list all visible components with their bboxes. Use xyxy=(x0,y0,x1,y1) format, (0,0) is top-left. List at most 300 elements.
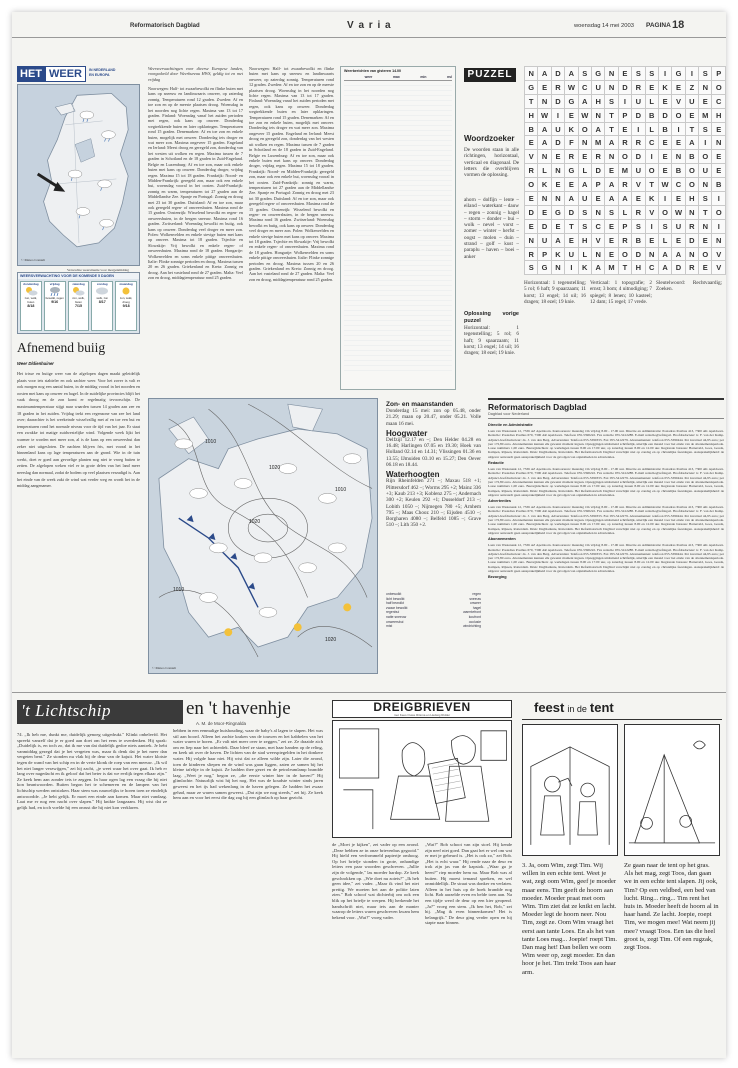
word-search-cell: D xyxy=(525,205,538,219)
word-search-cell: O xyxy=(578,122,591,136)
word-search-cell: L xyxy=(538,164,551,178)
weather-logo-tag: IN NEDERLAND EN EUROPA xyxy=(89,68,116,77)
word-search-cell: E xyxy=(699,233,712,247)
word-search-cell: V xyxy=(591,233,604,247)
word-search-cell: L xyxy=(645,94,658,108)
word-search-cell: I xyxy=(658,192,671,206)
forecast-day-temps: 9/16 xyxy=(51,300,59,304)
word-search-cell: H xyxy=(525,108,538,122)
word-search-cell: R xyxy=(618,136,631,150)
word-search-cell: I xyxy=(618,94,631,108)
word-search-cell: N xyxy=(605,67,618,81)
colophon-text: Laan van Westenenk 12, 7336 AZ Apeldoorn. Kantooruren: maandag t/m vrijdag 8.00 - 17.00 uur. Directie en Administratie: Postadres Postbus 413, 7300 AK Apeldoorn. Redactie: Postadres Postbus 670, 7300 AR Apeldoorn. Telefoon 055-5390222. Fax redactie 055-5412288. E-mail redactie@refdag.nl. Hoofdredacteur: ir. F. van der Kamp. Adjunct-hoofdredacteur: ds. J. van den Berg. Advertenties: Telefoon 055-5390333. Fax 055-5412279. Abonnementen: telefoon 055-5390444. Per kwartaal 44,95 euro; per jaar 172,80 euro. Abonnementen kunnen elk gewenst moment ingaan. Opzeggingen uitsluitend schriftelijk, uiterlijk een maand voor het einde van de abonnementsperiode. Losse nummers 1,00 euro. Bezorgklachten: op werkdagen tussen 8.00 en 17.00 uur, op zaterdag tussen 8.00 en 12.00 uur. Regionale bureaus: Barneveld, Goes, Gouda, Kampen, Rijssen, Rotterdam. Druk: Dagbladunie, Rotterdam. Het Reformatorisch Dagblad verschijnt niet op zondag en op christelijke feestdagen. Aansprakelijkheid: de uitgever aanvaardt geen aansprakelijkheid voor de gevolgen van onjuistheden in advertenties. xyxy=(488,467,724,497)
map-legend xyxy=(386,592,481,672)
word-search-cell: R xyxy=(551,80,564,94)
sun-title: Zon- en maanstanden xyxy=(386,401,454,408)
legend-label: onbewolkt xyxy=(386,592,402,596)
colophon-text: Laan van Westenenk 12, 7336 AZ Apeldoorn. Kantooruren: maandag t/m vrijdag 8.00 - 17.00 uur. Directie en Administratie: Postadres Postbus 413, 7300 AK Apeldoorn. Redactie: Postadres Postbus 670, 7300 AR Apeldoorn. Telefoon 055-5390222. Fax redactie 055-5412288. E-mail redactie@refdag.nl. Hoofdredacteur: ir. F. van der Kamp. Adjunct-hoofdredacteur: ds. J. van den Berg. Advertenties: Telefoon 055-5390333. Fax 055-5412279. Abonnementen: telefoon 055-5390444. Per kwartaal 44,95 euro; per jaar 172,80 euro. Abonnementen kunnen elk gewenst moment ingaan. Opzeggingen uitsluitend schriftelijk, uiterlijk een maand voor het einde van de abonnementsperiode. Losse nummers 1,00 euro. Bezorgklachten: op werkdagen tussen 8.00 en 17.00 uur, op zaterdag tussen 8.00 en 12.00 uur. Regionale bureaus: Barneveld, Goes, Gouda, Kampen, Rijssen, Rotterdam. Druk: Dagbladunie, Rotterdam. Het Reformatorisch Dagblad verschijnt niet op zondag en op christelijke feestdagen. Aansprakelijkheid: de uitgever aanvaardt geen aansprakelijkheid voor de gevolgen van onjuistheden in advertenties. xyxy=(488,505,724,535)
word-search-cell: H xyxy=(712,108,726,122)
forecast-day-text: bewolkt, regen xyxy=(45,296,64,300)
word-search-cell: O xyxy=(685,164,698,178)
feest-logo-tent: tent xyxy=(589,700,614,715)
word-search-row xyxy=(525,94,726,108)
word-search-cell: K xyxy=(565,122,578,136)
comic-tagline: met Kees Ouwe Ritsma en Hedwig Ridder xyxy=(393,713,451,717)
forecast-day-name: zondag xyxy=(97,282,108,286)
word-search-cell: K xyxy=(658,80,671,94)
word-search-cell: N xyxy=(672,150,685,164)
word-search-cell: I xyxy=(658,67,671,81)
word-search-cell: E xyxy=(578,150,591,164)
word-search-cell: C xyxy=(645,261,658,275)
word-search-cell: H xyxy=(578,233,591,247)
word-search-cell: N xyxy=(525,67,538,81)
word-search-cell: D xyxy=(591,164,604,178)
weather-table-grid xyxy=(344,81,452,371)
word-search-cell: V xyxy=(632,178,645,192)
comic-body-col2: „Wat?" Bob schoot van zijn stoel. Hij kende zijn neef niet goed. Dan gaat het er wel om wat er met je gebeurd is. „Het is ook zo," zei Bob. „Het is echt waar." Hij rende naar de deur en trok zijn jas van de kapstok. „Waar ga je heen?" riep moeder hem na. Maar Bob was al buiten. Hij moest iemand spreken, en wel onmiddellijk. De straat was donker en verlaten. Alleen in het huis op de hoek brandde nog licht. Bob aarzelde even en belde toen aan. Na een tijdje werd de deur op een kier geopend. „Ja?" vroeg een stem. „Ik ben het, Bob," zei hij. „Mag ik even binnenkomen? Het is belangrijk." De deur ging verder open en hij stapte naar binnen. xyxy=(425,842,512,926)
word-search-cell: S xyxy=(699,192,712,206)
word-search-cell: N xyxy=(591,247,604,261)
word-search-cell: U xyxy=(632,94,645,108)
puzzle-solution xyxy=(464,308,519,392)
word-search-cell: D xyxy=(632,247,645,261)
feest-logo-feest: feest xyxy=(534,700,565,715)
rain-cloud-icon xyxy=(48,286,62,296)
word-search-cell: I xyxy=(672,122,685,136)
header-section: V a r i a xyxy=(347,20,392,31)
word-search-cell: R xyxy=(685,219,698,233)
word-search-cell: N xyxy=(591,108,604,122)
comic-logo-box xyxy=(332,700,512,718)
comic-body-col1: de „Moet je kijken", zei vader op een avond. „Deze hebben ze in onze brievenbus gegooid." Hij hield een verfrommeld papiertje omhoog. Op het briefje stonden in grote, onhandige letters een paar woorden geschreven. „Jullie zijn de volgende," las moeder hardop. Ze keek geschrokken op. „Wie doet nu zoiets?" „Ik heb geen idee," zei vader. „Maar ik vind het niet prettig. We moeten het aan de politie laten zien." Bob schoof wat dichterbij om ook een blik op het briefje te werpen. Hij herkende het handschrift niet, maar iets aan de manier waarop de letters waren geschreven kwam hem bekend voor. „Wat?" vroeg vader. xyxy=(332,842,419,920)
weather-logo-weer: WEER xyxy=(45,66,86,82)
word-search-cell: S xyxy=(525,261,538,275)
word-search-cell: E xyxy=(632,192,645,206)
word-search-cell: N xyxy=(712,233,726,247)
word-search-cell: R xyxy=(591,150,604,164)
word-search-cell: S xyxy=(605,205,618,219)
word-search-cell: N xyxy=(699,178,712,192)
word-search-cell: B xyxy=(685,150,698,164)
word-search-cell: B xyxy=(672,164,685,178)
word-search-cell: O xyxy=(618,247,631,261)
word-search-cell: W xyxy=(565,80,578,94)
word-search-cell: Z xyxy=(685,80,698,94)
word-search-cell: R xyxy=(525,164,538,178)
weather-logo-het: HET xyxy=(17,66,45,82)
word-search-cell: L xyxy=(645,122,658,136)
word-search-cell: N xyxy=(578,136,591,150)
legend-label: natte sneeuw xyxy=(386,614,407,619)
word-search-cell: S xyxy=(699,67,712,81)
legend-label: occlusie xyxy=(468,619,481,624)
word-search-cell: A xyxy=(658,247,671,261)
word-search-cell: E xyxy=(538,205,551,219)
word-search-cell: A xyxy=(538,136,551,150)
europe-weather-map xyxy=(148,398,378,674)
word-search-cell: O xyxy=(525,178,538,192)
word-search-cell: A xyxy=(605,136,618,150)
word-search-cell: T xyxy=(685,122,698,136)
word-search-cell: C xyxy=(712,94,726,108)
colophon-section: Directie en Administratie xyxy=(488,423,533,427)
word-search-row xyxy=(525,164,726,178)
sun-text: Donderdag 15 mei: zon op 05.48, onder 21.29; maan op 20.47, onder 05.21. Volle maan 16 mei. xyxy=(386,408,481,427)
colophon-text: Laan van Westenenk 12, 7336 AZ Apeldoorn. Kantooruren: maandag t/m vrijdag 8.00 - 17.00 uur. Directie en Administratie: Postadres Postbus 413, 7300 AK Apeldoorn. Redactie: Postadres Postbus 670, 7300 AR Apeldoorn. Telefoon 055-5390222. Fax redactie 055-5412288. E-mail redactie@refdag.nl. Hoofdredacteur: ir. F. van der Kamp. Adjunct-hoofdredacteur: ds. J. van den Berg. Advertenties: Telefoon 055-5390333. Fax 055-5412279. Abonnementen: telefoon 055-5390444. Per kwartaal 44,95 euro; per jaar 172,80 euro. Abonnementen kunnen elk gewenst moment ingaan. Opzeggingen uitsluitend schriftelijk, uiterlijk een maand voor het einde van de abonnementsperiode. Losse nummers 1,00 euro. Bezorgklachten: op werkdagen tussen 8.00 en 17.00 uur, op zaterdag tussen 8.00 en 12.00 uur. Regionale bureaus: Barneveld, Goes, Gouda, Kampen, Rijssen, Rotterdam. Druk: Dagbladunie, Rotterdam. Het Reformatorisch Dagblad verschijnt niet op zondag en op christelijke feestdagen. Aansprakelijkheid: de uitgever aanvaardt geen aansprakelijkheid voor de gevolgen van onjuistheden in advertenties. xyxy=(488,429,724,459)
word-search-cell: W xyxy=(578,108,591,122)
serial-title: en 't havenhje xyxy=(186,698,291,719)
word-search-cell: I xyxy=(712,219,726,233)
word-search-cell: O xyxy=(712,80,726,94)
word-search-cell: S xyxy=(632,219,645,233)
newspaper-page xyxy=(12,12,726,1058)
word-search-grid xyxy=(524,66,726,275)
word-search-cell: V xyxy=(672,94,685,108)
word-search-cell: S xyxy=(699,122,712,136)
section-divider xyxy=(12,692,726,693)
hoogwater-text: Delfzijl 12.17 en –; Den Helder 04.28 en 16.48; Harlingen 07.05 en 19.30; Hoek van Holland 02.14 en 14.31; Vlissingen 01.36 en 13.55; IJmuiden 03.10 en 15.27; Den Oever 06.18 en 18.44. xyxy=(386,436,481,469)
weather-logo xyxy=(17,66,121,82)
word-search-cell: E xyxy=(551,219,564,233)
word-search-cell: U xyxy=(685,94,698,108)
header-page-number: 18 xyxy=(672,19,685,31)
word-search-cell: E xyxy=(551,150,564,164)
forecast-days xyxy=(18,279,139,333)
legend-label: windrichting xyxy=(463,624,481,629)
word-search-cell: K xyxy=(538,178,551,192)
serial-logo-text: 't Lichtschip xyxy=(21,701,111,720)
word-search-cell: O xyxy=(699,150,712,164)
forecast-day-temps: 9/18 xyxy=(122,304,130,308)
word-search-cell: G xyxy=(525,80,538,94)
legend-label: half bewolkt xyxy=(386,601,404,606)
europe-weather-text: Noorwegen: Half- tot zwaarbewolkt en flinke buien met kans op sneeuw en landinwaarts onweer, op zaterdag zonnig. Temperaturen rond 12 graden. Zweden: Af en toe zon en op de meeste plaatsen droog. Woensdag in het noorden nog lichte regen. Maxima van 13 tot 17 graden. Finland: Woensdag vanaf het zuiden perioden met regen, ook kans op onweer. Donderdag wegtrekkende buien en later opklaringen. Temperaturen rond 15 graden. Denemarken: Af en toe zon en enkele buien, mogelijk met onweer. Donderdag iets droger en wat meer zon. Maxima ongeveer 15 graden. Engeland en Ierland: Meest droog en geregeld zon, donderdag van het westen uit wolken en regen. Maxima tussen de 7 graden in Schotland en de 18 graden in Zuid-Engeland. Belgie en Luxemburg: Af en toe zon, maar ook enkele buien met kans op onweer. Donderdag droger, vrijdag regen. Maxima 15 tot 18 graden. Frankrijk: Noord- en Midden-Frankrijk: geregeld zon, maar ook een enkele bui, woensdag vooral in het oosten. Zuid-Frankrijk: zonnig en warm, temperaturen tot 27 graden aan de Middellandse Zee. Spanje en Portugal: Zonnig en droog met 23 tot 30 graden. Duitsland: Af en toe zon, maar ook geregeld regen- of onweersbuien. Maxima rond de 15 graden. Oostenrijk: Wisselend bewolkt en regen- en onweersbuien, in de bergen sneeuw. Maxima rond 16 graden. Zwitserland: Woensdag bewolkt en buiig, ook kans op onweer. Donderdag veel droger en meer zon. Polen: Wolkenvelden en enkele stevige buien met kans op onweer. Maxima tot 18 graden. Tsjechie en Slowakije: Vrij bewolkt en enkele regen- of onweersbuien. Maxima rond de 18 graden. Hongarije: Wolkenvelden en soms enkele pittige onweersbuien. Italie: Flinke zonnige perioden en droog. Maxima tussen 20 en 26 graden. Griekenland en Kreta: Zonnig en droog. Aan het vasteland rond de 27 graden. Malta: Veel zon en droog, middagtemperatuur rond 25 graden. xyxy=(148,86,243,281)
word-search-cell: E xyxy=(658,94,671,108)
forecast-day xyxy=(44,281,66,331)
word-search-cell: D xyxy=(618,80,631,94)
word-search-cell: W xyxy=(538,108,551,122)
word-search-cell: A xyxy=(551,233,564,247)
forecast-day-text: wolk, zon xyxy=(96,296,109,300)
sun-icon xyxy=(119,286,133,296)
legend-label: licht bewolkt xyxy=(386,596,405,601)
legend-label: zwaar bewolkt xyxy=(386,605,408,610)
netherlands-map-graphic xyxy=(18,85,139,265)
word-search-cell: O xyxy=(645,164,658,178)
word-search-cell: N xyxy=(551,164,564,178)
forecast-day xyxy=(20,281,42,331)
word-search-cell: A xyxy=(605,192,618,206)
weather-table xyxy=(340,66,456,390)
feest-drawing-2 xyxy=(625,725,719,855)
word-search-cell: E xyxy=(565,233,578,247)
word-search-cell: E xyxy=(525,136,538,150)
word-search-cell: B xyxy=(525,122,538,136)
word-search-cell: K xyxy=(645,192,658,206)
word-search-cell: U xyxy=(578,192,591,206)
colophon-text: Laan van Westenenk 12, 7336 AZ Apeldoorn. Kantooruren: maandag t/m vrijdag 8.00 - 17.00 uur. Directie en Administratie: Postadres Postbus 413, 7300 AK Apeldoorn. Redactie: Postadres Postbus 670, 7300 AR Apeldoorn. Telefoon 055-5390222. Fax redactie 055-5412288. E-mail redactie@refdag.nl. Hoofdredacteur: ir. F. van der Kamp. Adjunct-hoofdredacteur: ds. J. van den Berg. Advertenties: Telefoon 055-5390333. Fax 055-5412279. Abonnementen: telefoon 055-5390444. Per kwartaal 44,95 euro; per jaar 172,80 euro. Abonnementen kunnen elk gewenst moment ingaan. Opzeggingen uitsluitend schriftelijk, uiterlijk een maand voor het einde van de abonnementsperiode. Losse nummers 1,00 euro. Bezorgklachten: op werkdagen tussen 8.00 en 17.00 uur, op zaterdag tussen 8.00 en 12.00 uur. Regionale bureaus: Barneveld, Goes, Gouda, Kampen, Rijssen, Rotterdam. Druk: Dagbladunie, Rotterdam. Het Reformatorisch Dagblad verschijnt niet op zondag en op christelijke feestdagen. Aansprakelijkheid: de uitgever aanvaardt geen aansprakelijkheid voor de gevolgen van onjuistheden in advertenties. xyxy=(488,543,724,574)
word-search-cell: D xyxy=(632,150,645,164)
pressure-label: 1020 xyxy=(249,519,261,525)
word-search-cell: E xyxy=(672,80,685,94)
word-search-cell: H xyxy=(591,94,604,108)
word-search-cell: D xyxy=(565,205,578,219)
sun-cloud-icon xyxy=(71,286,85,296)
feest-drawing-1 xyxy=(523,725,617,855)
word-search-cell: W xyxy=(672,205,685,219)
word-search-cell: G xyxy=(565,94,578,108)
comic-logo: DREIGBRIEVEN xyxy=(373,700,471,714)
word-search-cell: N xyxy=(591,205,604,219)
word-search-cell: N xyxy=(538,192,551,206)
word-search-cell: C xyxy=(591,219,604,233)
word-search-cell: A xyxy=(565,67,578,81)
puzzle-solution-text: Horizontaal: 1 tegenstelling; 5 rol; 6 haft; 9 spaarzaam; 11 korst; 13 engel; 14 uil; 16 dragen; 18 ezel; 19 knie. xyxy=(464,325,519,357)
puzzle-logo: PUZZEL xyxy=(464,68,516,82)
legend-label: koufront xyxy=(468,614,481,619)
word-search-cell: E xyxy=(672,233,685,247)
word-search-cell: D xyxy=(632,108,645,122)
weather-table-rows xyxy=(341,75,455,371)
word-search-cell: O xyxy=(658,205,671,219)
word-search-cell: E xyxy=(658,164,671,178)
word-search-cell: N xyxy=(645,247,658,261)
word-search-cell: E xyxy=(658,150,671,164)
word-search-cell: B xyxy=(658,122,671,136)
word-search-cell: E xyxy=(618,122,631,136)
puzzle-title: Woordzoeker xyxy=(464,134,515,143)
word-search-row xyxy=(525,233,726,247)
word-search-cell: R xyxy=(525,247,538,261)
europe-map-credit: © Meteo Consult xyxy=(152,665,177,670)
forecast-day-text: zon, wolk, buien xyxy=(24,296,38,304)
feest-illustration-1 xyxy=(522,724,618,856)
forecast-block xyxy=(17,272,140,334)
word-search-row xyxy=(525,108,726,122)
word-search-cell: N xyxy=(685,247,698,261)
comic-illustration xyxy=(332,720,512,838)
word-search-cell: G xyxy=(591,67,604,81)
word-search-cell: T xyxy=(565,219,578,233)
puzzle-solution-col2: Horizontaal: 1 tegenstelling; 5 rol; 6 haft; 9 spaarzaam; 11 korst; 13 engel; 14 uil; 16 dragen; 18 ezel; 19 knie. xyxy=(524,280,586,305)
word-search-cell: A xyxy=(578,178,591,192)
word-search-cell: M xyxy=(605,261,618,275)
forecast-day xyxy=(68,281,90,331)
word-search-cell: T xyxy=(525,94,538,108)
weather-table-row: weer max min nsl xyxy=(344,75,452,81)
pressure-label: 1010 xyxy=(173,587,185,593)
word-search-cell: O xyxy=(672,108,685,122)
word-search-cell: D xyxy=(658,108,671,122)
word-search-cell: R xyxy=(565,150,578,164)
word-search-cell: E xyxy=(672,192,685,206)
puzzle-extra: Sleutelwoord: Rechtvaardig; Zoeken. xyxy=(656,280,722,293)
waterhoogte-text: Rijn Rheinfelden 271 –; Maxau 518 +1; Plittersdorf 462 –; Worms 295 +2; Mainz 336 +3; Kaub 213 +3; Koblenz 275 –; Andernach 300 +2; Keulen 292 +1; Dusseldorf 213 –; Lobith 1050 –; Nijmegen 780 +5; Arnhem 795 –; Maas Chooz 210 –; Eijsden 4510 –; Borgharen 4080 –; Belfeld 1085 –; Grave 510 –; Lith 350 +2. xyxy=(386,478,481,529)
word-search-cell: I xyxy=(699,136,712,150)
word-search-cell: B xyxy=(645,108,658,122)
word-search-cell: R xyxy=(618,233,631,247)
waterhoogte-title: Waterhoogten xyxy=(386,470,440,480)
pressure-label: 1020 xyxy=(269,465,281,471)
word-search-cell: U xyxy=(565,247,578,261)
word-search-cell: A xyxy=(591,122,604,136)
header-page-label: PAGINA xyxy=(646,22,671,29)
serial-author: A. M. de Moor-Ringnalda xyxy=(196,721,247,726)
word-search-row xyxy=(525,136,726,150)
word-search-cell: U xyxy=(538,233,551,247)
puzzle-word-list: ahorn – dolfijn – lente – eiland – waterkant – dauw – regen – zonnig – hagel – storm – donder – bui – wolk – nevel – vorst – zomer – winter – herfst – oogst – molen – duin – strand – golf – kust – paraplu – haven – boei – anker xyxy=(464,197,519,260)
word-search-cell: F xyxy=(565,136,578,150)
word-search-cell: P xyxy=(618,108,631,122)
word-search-cell: I xyxy=(645,150,658,164)
word-search-cell: D xyxy=(672,261,685,275)
word-search-cell: K xyxy=(578,261,591,275)
word-search-cell: E xyxy=(712,164,726,178)
tides-block xyxy=(386,398,481,588)
word-search-cell: I xyxy=(565,261,578,275)
word-search-row xyxy=(525,205,726,219)
weather-headline: Afnemend buiig xyxy=(17,340,106,355)
word-search-cell: V xyxy=(525,150,538,164)
legend-row xyxy=(386,624,481,629)
puzzle-solution-vertical: Verticaal: 1 topografie; 2 ernst; 3 bom; 4 uitnodiging; 7 spiegel; 8 lenen; 10 kasteel; 12 dam; 15 regel; 17 vrede. xyxy=(590,280,652,305)
word-search-cell: G xyxy=(551,205,564,219)
forecast-day-name: maandag xyxy=(119,282,133,286)
word-search-cell: I xyxy=(685,67,698,81)
word-search-cell: U xyxy=(551,122,564,136)
netherlands-weather-map xyxy=(17,84,140,266)
forecast-day-name: donderdag xyxy=(23,282,39,286)
legend-label: onweer xyxy=(469,601,481,606)
word-search-cell: U xyxy=(699,164,712,178)
word-search-cell: A xyxy=(605,178,618,192)
forecast-header: WEERSVERWACHTING VOOR DE KOMENDE 5 DAGEN xyxy=(18,273,139,279)
word-search-cell: P xyxy=(712,67,726,81)
forecast-day-temps: 8/17 xyxy=(98,300,106,304)
word-search-cell: E xyxy=(525,219,538,233)
word-search-row xyxy=(525,67,726,81)
word-search-cell: I xyxy=(645,219,658,233)
word-search-cell: N xyxy=(538,150,551,164)
word-search-cell: D xyxy=(685,233,698,247)
word-search-cell: A xyxy=(672,247,685,261)
word-search-cell: R xyxy=(632,80,645,94)
word-search-cell: D xyxy=(551,67,564,81)
colophon-subtitle: Dagblad voor Nederland xyxy=(488,412,724,419)
europe-weather-continued: Noorwegen: Half- tot zwaarbewolkt en flinke buien met kans op sneeuw en landinwaarts onweer, op zaterdag zonnig. Temperaturen rond 12 graden. Zweden: Af en toe zon en op de meeste plaatsen droog. Woensdag in het noorden nog lichte regen. Maxima van 13 tot 17 graden. Finland: Woensdag vanaf het zuiden perioden met regen, ook kans op onweer. Donderdag wegtrekkende buien en later opklaringen. Temperaturen rond 15 graden. Denemarken: Af en toe zon en enkele buien, mogelijk met onweer. Donderdag iets droger en wat meer zon. Maxima ongeveer 15 graden. Engeland en Ierland: Meest droog en geregeld zon, donderdag van het westen uit wolken en regen. Maxima tussen de 7 graden in Schotland en de 18 graden in Zuid-Engeland. Belgie en Luxemburg: Af en toe zon, maar ook enkele buien met kans op onweer. Donderdag droger, vrijdag regen. Maxima 15 tot 18 graden. Frankrijk: Noord- en Midden-Frankrijk: geregeld zon, maar ook een enkele bui, woensdag vooral in het oosten. Zuid-Frankrijk: zonnig en warm, temperaturen tot 27 graden aan de Middellandse Zee. Spanje en Portugal: Zonnig en droog met 23 tot 30 graden. Duitsland: Af en toe zon, maar ook geregeld regen- of onweersbuien. Maxima rond de 15 graden. Oostenrijk: Wisselend bewolkt en regen- en onweersbuien, in de bergen sneeuw. Maxima rond 16 graden. Zwitserland: Woensdag bewolkt en buiig, ook kans op onweer. Donderdag veel droger en meer zon. Polen: Wolkenvelden en enkele stevige buien met kans op onweer. Maxima tot 18 graden. Tsjechie en Slowakije: Vrij bewolkt en enkele regen- of onweersbuien. Maxima rond de 18 graden. Hongarije: Wolkenvelden en soms enkele pittige onweersbuien. Italie: Flinke zonnige perioden en droog. Maxima tussen 20 en 26 graden. Griekenland en Kreta: Zonnig en droog. Aan het vasteland rond de 27 graden. Malta: Veel zon en droog, middagtemperatuur rond 25 graden. xyxy=(249,66,334,282)
word-search-cell: A xyxy=(538,67,551,81)
word-search-cell: A xyxy=(565,192,578,206)
word-search-row xyxy=(525,261,726,275)
word-search-cell: O xyxy=(712,205,726,219)
word-search-cell: V xyxy=(712,247,726,261)
colophon-body xyxy=(488,421,724,671)
colophon xyxy=(488,398,724,674)
word-search-row xyxy=(525,122,726,136)
word-search-cell: S xyxy=(658,219,671,233)
word-search-cell: M xyxy=(618,164,631,178)
forecast-day-text: zon, wolk, droog xyxy=(119,296,133,304)
word-search-cell: S xyxy=(578,205,591,219)
word-search-cell: N xyxy=(699,80,712,94)
sun-cloud-icon xyxy=(24,286,38,296)
word-search-cell: N xyxy=(525,233,538,247)
word-search-cell: A xyxy=(618,192,631,206)
word-search-row xyxy=(525,150,726,164)
hoogwater-title: Hoogwater xyxy=(386,428,428,438)
puzzle-instruction: De woorden staan in alle richtingen, horizontaal, verticaal en diagonaal. De letters die overblijven vormen de oplossing. xyxy=(464,147,519,179)
europe-map-graphic xyxy=(149,399,377,673)
colophon-section: Redactie xyxy=(488,461,504,466)
word-search-cell: W xyxy=(658,178,671,192)
word-search-row xyxy=(525,178,726,192)
word-search-cell: E xyxy=(658,136,671,150)
word-search-cell: A xyxy=(578,94,591,108)
word-search-cell: B xyxy=(712,178,726,192)
word-search-cell: V xyxy=(645,205,658,219)
word-search-cell: S xyxy=(632,67,645,81)
word-search-cell: N xyxy=(712,136,726,150)
word-search-cell: R xyxy=(618,178,631,192)
word-search-cell: O xyxy=(618,150,631,164)
word-search-cell: C xyxy=(672,178,685,192)
page-header xyxy=(12,12,726,38)
word-search-cell: R xyxy=(632,136,645,150)
feest-text-col1: 3. Ja, oom Wim, zegt Tim. Wij willen in een echte tent. Weet je wat, zegt oom Wim, geef je moeder maar eens. Tim geeft de hoorn aan moeder. Moeder praat met oom Wim. Tim ziet dat ze knikt en lacht. Moeder legt de hoorn neer. Nou Tim, zegt ze. Oom Wim vraagt het eerst aan tante Loes. En als het van tante Loes mag... Joepie! roept Tim. Dan mag het! Dan bellen we oom Wim weer op, zegt moeder. En dan hoor je het. Tim trekt Toos aan haar arm. xyxy=(522,862,618,976)
colophon-section: Bezorging xyxy=(488,575,507,580)
weather-table-title: Weerberichten van gisteren 14.00 xyxy=(344,69,402,73)
word-search-cell: T xyxy=(605,122,618,136)
word-search-cell: E xyxy=(551,178,564,192)
word-search-cell: G xyxy=(672,67,685,81)
word-search-cell: C xyxy=(578,80,591,94)
map-caption: Verwachte weersituatie voor morgenmiddag xyxy=(67,268,129,272)
word-search-cell: M xyxy=(591,136,604,150)
word-search-cell: T xyxy=(645,178,658,192)
word-search-cell: O xyxy=(699,247,712,261)
word-search-cell: I xyxy=(632,122,645,136)
feest-logo xyxy=(522,700,722,720)
word-search-cell: T xyxy=(699,205,712,219)
legend-label: mist xyxy=(386,624,393,629)
word-search-row xyxy=(525,80,726,94)
word-search-cell: N xyxy=(605,150,618,164)
word-search-cell: N xyxy=(605,80,618,94)
word-search-cell: U xyxy=(632,164,645,178)
word-search-cell: U xyxy=(591,80,604,94)
forecast-day xyxy=(91,281,113,331)
word-search-cell: E xyxy=(699,261,712,275)
word-search-cell: D xyxy=(551,136,564,150)
weather-article-body: Het trisse en buiige weer van de afgelopen dagen maakt geleidelijk plaats voor iets stabieler en ook zachter weer. Voor het zover is valt er ook morgen nog een aantal buien, in de middag vooral in het noorden en oosten met kans op onweer en hagel. In de zuidelijke provincies blijft het vaak droog en de zon komt er regelmatig tevoorschijn. De maximumtemperatuur stijgt naar waarden tussen 14 graden aan zee en 18 graden in het zuiden. Vrijdag trekt een regenzone van zee het land over; daarachter is het weekeinde wisselvallig met af en toe een bui en temperaturen rond het normale niveau voor de tijd van het jaar. Er staat een zwakke tot matige zuidwestelijke wind. Volgende week lijkt het warmer te worden met meer zon, al is de kans op een onweersbui dan zeker niet uitgesloten. De nachten blijven fris, met vooral in het binnenland kans op lage temperaturen aan de grond. Wie in de tuin werkt, doet er goed aan gevoelige planten nog niet te vroeg buiten te zetten. De afgelopen weken viel er in grote delen van het land meer neerslag dan normaal, zodat de bodem op veel plaatsen verzadigd is. Aan het einde van de week zakt de wind wat verder weg en wordt het in de middag aangenamer. xyxy=(17,371,140,489)
word-search-cell: A xyxy=(538,122,551,136)
weather-byline: Weer Dldienhuiner xyxy=(17,361,54,366)
word-search-cell: N xyxy=(538,94,551,108)
word-search-cell: I xyxy=(712,192,726,206)
header-date: woensdag 14 mei 2003 xyxy=(574,23,634,29)
legend-label: warmtefront xyxy=(463,610,481,615)
forecast-day xyxy=(115,281,137,331)
feest-logo-in: in de xyxy=(567,704,587,714)
word-search-cell: U xyxy=(672,219,685,233)
word-search-row xyxy=(525,219,726,233)
word-search-cell: T xyxy=(618,261,631,275)
word-search-cell: A xyxy=(591,261,604,275)
word-search-cell: E xyxy=(618,67,631,81)
word-search-cell: G xyxy=(538,261,551,275)
word-search-cell: E xyxy=(645,233,658,247)
